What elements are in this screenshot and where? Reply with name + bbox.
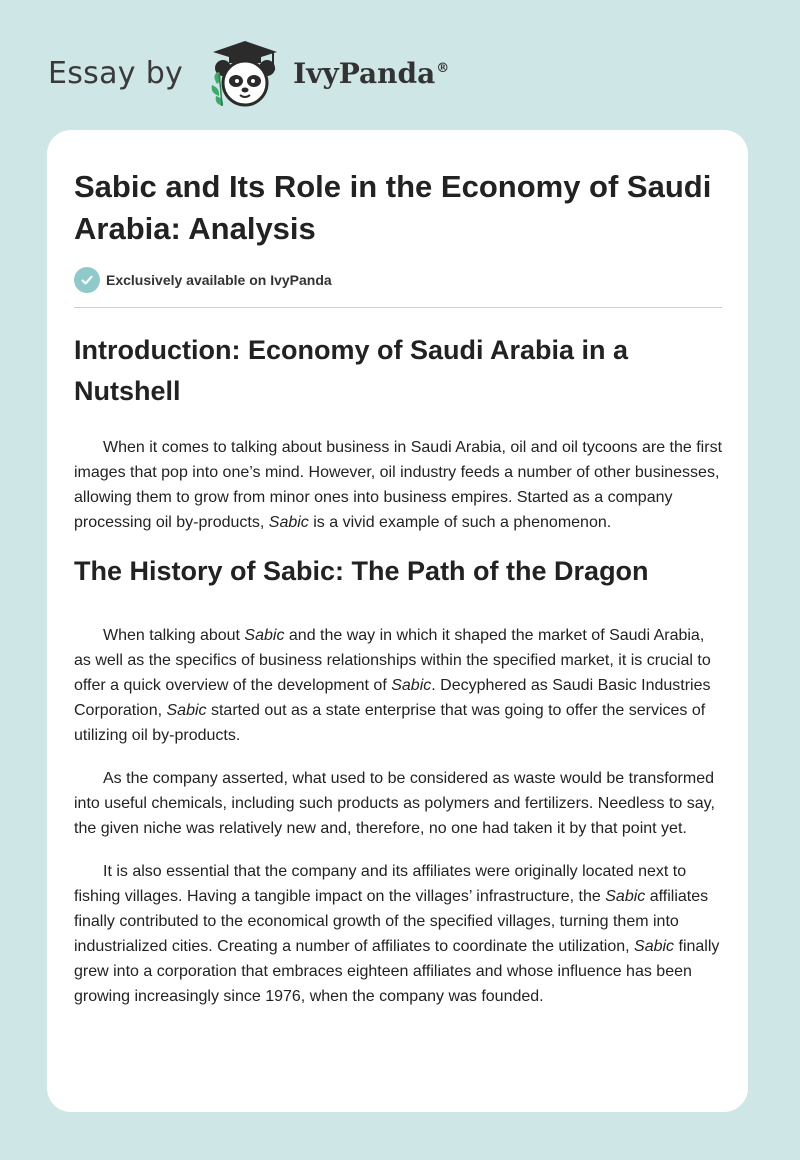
paragraph: When it comes to talking about business in Saudi Arabia, oil and oil tycoons are the first images that pop into one’s mind. However, oil industry feeds a number of other businesses, allowing them to grow from minor ones into business empires. Started as a company processing oil by-products, Sabic is a vivid example of such a phenomenon. [74,439,723,531]
divider [74,307,722,308]
paragraph: It is also essential that the company and its affiliates were originally located next to fishing villages. Having a tangible impact on the villages’ infrastructure, the Sabic affiliates finally contributed to the economical growth of the specified villages, turning them into industrialized cities. Creating a number of affiliates to coordinate the utilization, Sabic finally grew into a corporation that embraces eighteen affiliates and whose influence has been growing increasingly since 1976, when the company was founded. [74,863,720,1005]
article-title: Sabic and Its Role in the Economy of Saudi Arabia: Analysis [74,169,712,246]
panda-graduate-icon [199,38,291,108]
brand-header[interactable] [48,38,449,108]
article-card [47,130,748,1112]
exclusive-badge [74,266,722,294]
checkmark-circle-icon [74,267,100,293]
section-heading-history: The History of Sabic: The Path of the Dragon [74,556,649,586]
badge-text: Exclusively available on IvyPanda [106,272,332,288]
paragraph: As the company asserted, what used to be considered as waste would be transformed into useful chemicals, including such products as polymers and fertilizers. Needless to say, the given niche was relatively new and, therefore, no one had taken it by that point yet. [74,770,715,837]
brand-prefix: Essay by [48,55,184,91]
paragraph: When talking about Sabic and the way in which it shaped the market of Saudi Arabia, as well as the specifics of business relationships within the specified market, it is crucial to offer a quick overview of the development of Sabic. Decyphered as Saudi Basic Industries Corporation, Sabic started out as a state enterprise that was going to offer the services of utilizing oil by-products. [74,627,711,744]
brand-name: IvyPanda® [293,56,450,90]
section-heading-introduction: Introduction: Economy of Saudi Arabia in a Nutshell [74,335,629,406]
